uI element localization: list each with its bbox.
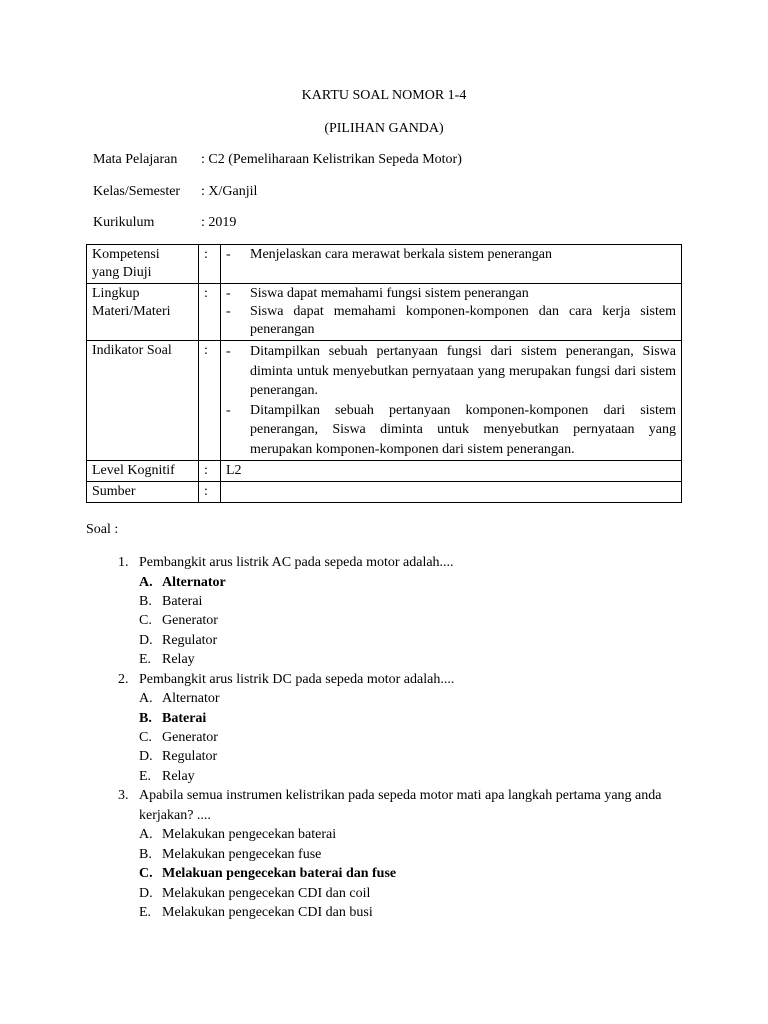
option-text: Baterai	[162, 594, 203, 609]
dash-bullet: -	[226, 286, 231, 301]
row-label	[87, 284, 199, 341]
answer-option	[139, 845, 688, 864]
item-text: Menjelaskan cara merawat berkala sistem penerangan	[250, 247, 553, 262]
meta-mata-pelajaran	[93, 152, 462, 168]
document-subtitle: (PILIHAN GANDA)	[324, 121, 444, 136]
row-level-kognitif	[87, 461, 682, 482]
row-content	[221, 341, 682, 461]
row-lingkup	[87, 284, 682, 341]
option-letter: E.	[139, 905, 152, 921]
meta-label: Kelas/Semester	[93, 184, 181, 199]
option-text: Melakukan pengecekan CDI dan busi	[162, 905, 373, 921]
answer-option-correct	[139, 864, 688, 883]
row-content: L2	[221, 461, 682, 482]
row-label-line: Materi/Materi	[92, 304, 171, 319]
list-item	[226, 285, 676, 303]
row-indikator	[87, 341, 682, 461]
option-text: Generator	[162, 613, 218, 629]
meta-kurikulum	[93, 215, 236, 231]
option-text: Melakuan pengecekan baterai dan fuse	[162, 866, 397, 882]
answer-option-correct	[139, 573, 688, 592]
row-kompetensi	[87, 245, 682, 284]
item-text: Siswa dapat memahami komponen-komponen dan cara kerja sistem penerangan	[250, 304, 676, 337]
answer-option	[139, 747, 688, 766]
option-letter: B.	[139, 846, 152, 862]
option-text: Relay	[162, 652, 195, 668]
row-label: Sumber	[87, 482, 199, 503]
item-text: Siswa dapat memahami fungsi sistem penerangan	[250, 286, 529, 301]
answer-option	[139, 631, 688, 650]
option-text: Melakukan pengecekan fuse	[162, 846, 322, 862]
info-table	[86, 244, 682, 503]
question-item	[118, 786, 688, 825]
list-item	[226, 401, 676, 460]
dash-bullet: -	[226, 402, 231, 418]
option-text: Generator	[162, 730, 218, 746]
meta-value: : 2019	[201, 215, 237, 230]
meta-value: : C2 (Pemeliharaan Kelistrikan Sepeda Motor)	[201, 152, 462, 167]
row-content	[221, 245, 682, 284]
row-colon: :	[199, 461, 221, 482]
question-number: 1.	[118, 555, 129, 570]
option-letter: D.	[139, 749, 153, 765]
option-text: Regulator	[162, 749, 218, 765]
question-item	[118, 670, 688, 690]
row-content	[221, 482, 682, 503]
question-list	[118, 553, 688, 922]
answer-option	[139, 903, 688, 922]
meta-label: Kurikulum	[93, 215, 155, 230]
row-label	[87, 245, 199, 284]
option-letter: E.	[139, 652, 152, 668]
option-letter: C.	[139, 866, 153, 882]
answer-option-correct	[139, 709, 688, 728]
item-text: Ditampilkan sebuah pertanyaan fungsi dari sistem penerangan, Siswa diminta untuk menyebutkan pernyataan yang merupakan fungsi dari sistem penerangan.	[250, 344, 676, 398]
document-title: KARTU SOAL NOMOR 1-4	[301, 88, 467, 103]
row-label-line: Kompetensi	[92, 247, 160, 262]
option-letter: B.	[139, 594, 152, 609]
option-letter: A.	[139, 691, 153, 707]
option-letter: A.	[139, 574, 153, 590]
list-item	[226, 246, 676, 264]
answer-option	[139, 767, 688, 786]
option-letter: C.	[139, 613, 152, 629]
answer-option	[139, 650, 688, 669]
option-letter: A.	[139, 827, 153, 843]
option-text: Melakukan pengecekan baterai	[162, 827, 337, 843]
answer-option	[139, 728, 688, 747]
answer-option	[139, 611, 688, 630]
option-list	[139, 573, 688, 670]
row-label: Level Kognitif	[87, 461, 199, 482]
question-text: Pembangkit arus listrik DC pada sepeda motor adalah....	[139, 671, 455, 687]
meta-value: : X/Ganjil	[201, 184, 258, 199]
option-letter: D.	[139, 885, 153, 901]
answer-option	[139, 592, 688, 611]
option-text: Baterai	[162, 710, 207, 726]
option-letter: B.	[139, 710, 152, 726]
option-list	[139, 825, 688, 922]
option-text: Alternator	[162, 574, 226, 590]
answer-option	[139, 689, 688, 708]
row-label-line: Lingkup	[92, 286, 140, 301]
option-list	[139, 689, 688, 786]
question-number: 3.	[118, 788, 129, 804]
question-text: Apabila semua instrumen kelistrikan pada sepeda motor mati apa langkah pertama yang anda kerjakan? ....	[139, 788, 662, 823]
option-text: Melakukan pengecekan CDI dan coil	[162, 885, 371, 901]
row-colon: :	[199, 341, 221, 461]
question-number: 2.	[118, 671, 129, 687]
soal-heading: Soal :	[86, 522, 119, 537]
dash-bullet: -	[226, 304, 231, 319]
row-colon: :	[199, 284, 221, 341]
option-text: Relay	[162, 768, 195, 784]
answer-option	[139, 825, 688, 844]
row-colon: :	[199, 245, 221, 284]
option-text: Regulator	[162, 632, 218, 648]
list-item	[226, 303, 676, 339]
row-content	[221, 284, 682, 341]
option-letter: E.	[139, 768, 152, 784]
answer-option	[139, 884, 688, 903]
question-text: Pembangkit arus listrik AC pada sepeda motor adalah....	[139, 555, 454, 570]
option-letter: D.	[139, 632, 153, 648]
list-item	[226, 342, 676, 401]
dash-bullet: -	[226, 247, 231, 262]
dash-bullet: -	[226, 344, 231, 359]
row-label: Indikator Soal	[87, 341, 199, 461]
row-sumber	[87, 482, 682, 503]
meta-label: Mata Pelajaran	[93, 152, 178, 167]
row-label-line: yang Diuji	[92, 265, 152, 280]
option-letter: C.	[139, 730, 152, 746]
option-text: Alternator	[162, 691, 220, 707]
meta-kelas-semester	[93, 184, 257, 200]
question-item	[118, 553, 688, 573]
item-text: Ditampilkan sebuah pertanyaan komponen-komponen dari sistem penerangan, Siswa diminta untuk menyebutkan pernyataan yang merupakan komponen-komponen dari sistem penerangan.	[250, 402, 676, 457]
row-colon: :	[199, 482, 221, 503]
